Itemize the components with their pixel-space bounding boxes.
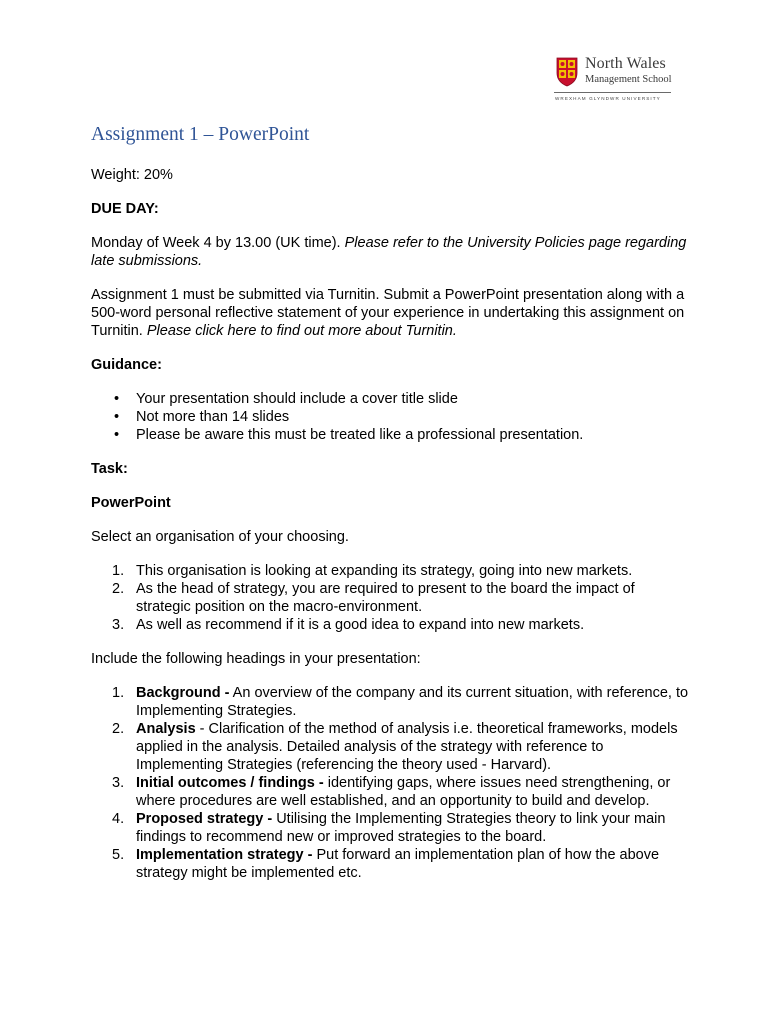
guidance-item-text: Not more than 14 slides [136,409,290,425]
bullet-icon: • [114,391,120,407]
late-submission-link-text[interactable]: Please refer to the University Policies page regarding late submissions. [91,235,687,269]
heading-item [91,720,691,774]
shield-icon [556,57,578,87]
select-organisation-text: Select an organisation of your choosing. [91,529,349,545]
heading-item-number: 2. [112,721,125,737]
due-day-plain: Monday of Week 4 by 13.00 (UK time). [91,235,345,251]
bullet-icon: • [114,409,120,425]
logo-name-line1: North Wales [585,55,666,72]
task-list [91,562,691,634]
document-body [91,166,691,898]
page-title: Assignment 1 – PowerPoint [91,124,310,145]
heading-item [91,810,691,846]
headings-list [91,684,691,882]
school-logo [554,55,672,105]
task-item-text: As well as recommend if it is a good idea to expand into new markets. [136,617,585,633]
task-item-number: 1. [112,563,125,579]
heading-item-title: Analysis [136,721,196,737]
include-headings-text: Include the following headings in your presentation: [91,651,421,667]
turnitin-link-text[interactable]: Please click here to find out more about Turnitin. [146,323,457,339]
heading-item [91,846,691,882]
guidance-list [91,390,691,444]
heading-item-number: 4. [112,811,125,827]
bullet-icon: • [114,427,120,443]
heading-item-number: 1. [112,685,125,701]
heading-item-text: Put forward an implementation plan of how the above strategy might be implemented etc. [136,847,660,881]
due-day-heading: DUE DAY: [91,201,159,217]
heading-item-title: Background - [136,685,230,701]
heading-item-title: Initial outcomes / findings - [136,775,324,791]
due-day-text [91,234,691,270]
heading-item-number: 5. [112,847,125,863]
guidance-item-text: Your presentation should include a cover title slide [136,391,458,407]
guidance-item [91,408,691,426]
task-item-text: This organisation is looking at expanding its strategy, going into new markets. [136,563,633,579]
heading-item-text: - Clarification of the method of analysis i.e. theoretical frameworks, models applied in the analysis. Detailed analysis of the strategy with reference to Implementing Strategies (referencing the theory used - Harvard). [136,721,678,773]
task-item-number: 2. [112,581,125,597]
task-item-text: As the head of strategy, you are required to present to the board the impact of strategic position on the macro-environment. [136,581,635,615]
heading-item-title: Proposed strategy - [136,811,273,827]
heading-item-text: identifying gaps, where issues need strengthening, or where procedures are well established, and an opportunity to build and develop. [136,775,671,809]
heading-item [91,684,691,720]
task-item [91,616,691,634]
guidance-item [91,426,691,444]
heading-item [91,774,691,810]
heading-item-title: Implementation strategy - [136,847,313,863]
heading-item-text: An overview of the company and its current situation, with reference, to Implementing Strategies. [136,685,689,719]
logo-divider [554,92,671,93]
submission-text [91,286,691,340]
submission-plain: Assignment 1 must be submitted via Turnitin. Submit a PowerPoint presentation along with a 500-word personal reflective statement of your experience in undertaking this assignment on Turnitin. [91,287,685,339]
task-item [91,562,691,580]
logo-university: WREXHAM GLYNDWR UNIVERSITY [555,96,661,101]
heading-item-number: 3. [112,775,125,791]
logo-name-line2: Management School [585,74,672,85]
task-heading: Task: [91,461,128,477]
task-item [91,580,691,616]
heading-item-text: Utilising the Implementing Strategies theory to link your main findings to recommend new or improved strategies to the board. [136,811,666,845]
guidance-item [91,390,691,408]
guidance-item-text: Please be aware this must be treated like a professional presentation. [136,427,584,443]
task-item-number: 3. [112,617,125,633]
powerpoint-heading: PowerPoint [91,495,171,511]
weight-text: Weight: 20% [91,167,173,183]
guidance-heading: Guidance: [91,357,162,373]
